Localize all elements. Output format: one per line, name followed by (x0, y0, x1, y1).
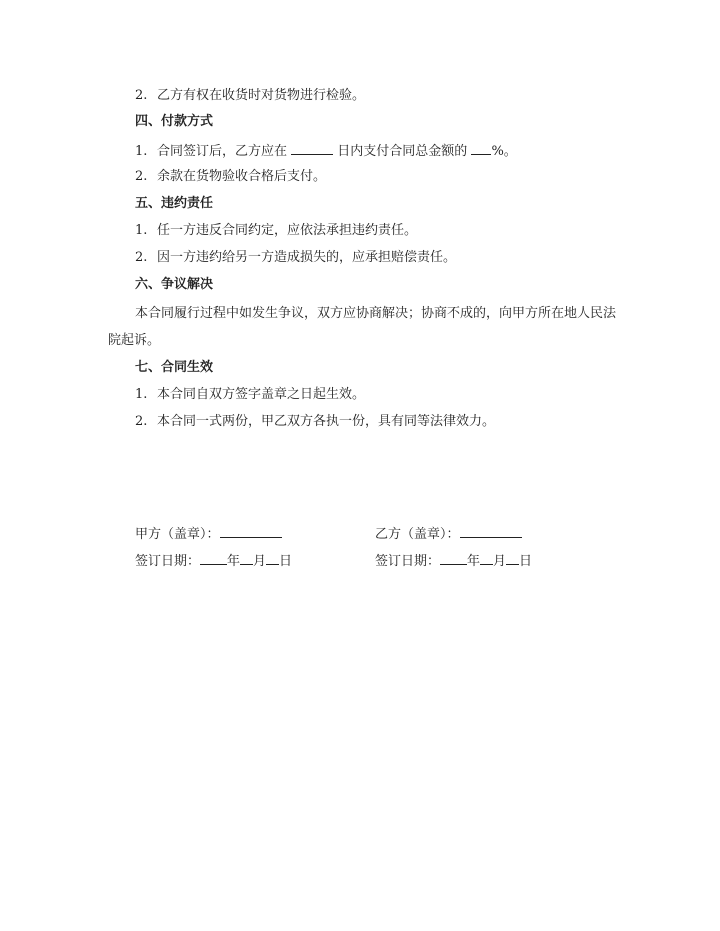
item-number: 1. (135, 223, 148, 238)
percent-blank (471, 142, 491, 155)
item-text-mid: 日内支付合同总金额的 (337, 144, 468, 159)
party-a-blank (220, 525, 282, 538)
party-b-date (375, 552, 532, 570)
item-text: 因一方违约给另一方造成损失的，应承担赔偿责任。 (157, 250, 457, 265)
month-blank (240, 552, 253, 565)
day-blank (266, 552, 279, 565)
party-b-label: 乙方（盖章）： (375, 527, 460, 542)
party-b-blank (460, 525, 522, 538)
clause-3-item-2 (135, 88, 365, 104)
item-text: 任一方违反合同约定，应依法承担违约责任。 (157, 223, 418, 238)
clause-4-item-1 (135, 142, 517, 160)
year-blank (200, 552, 227, 565)
clause-5-item-1 (135, 223, 417, 239)
clause-5-item-2 (135, 250, 456, 266)
month-label: 月 (493, 554, 507, 569)
month-label: 月 (253, 554, 267, 569)
section-heading-dispute: 六、争议解决 (135, 277, 214, 292)
dispute-paragraph: 本合同履行过程中如发生争议，双方应协商解决；协商不成的，向甲方所在地人民法院起诉。 (108, 306, 617, 348)
party-a-label: 甲方（盖章）： (135, 527, 220, 542)
day-label: 日 (279, 554, 293, 569)
year-label: 年 (227, 554, 241, 569)
date-label: 签订日期： (135, 554, 201, 569)
year-blank (440, 552, 467, 565)
day-blank (506, 552, 519, 565)
item-text: 乙方有权在收货时对货物进行检验。 (157, 88, 366, 103)
section-heading-breach: 五、违约责任 (135, 196, 214, 211)
item-number: 2. (135, 414, 148, 429)
party-a-date (135, 552, 292, 570)
clause-4-item-2 (135, 169, 326, 185)
item-text-post: %。 (491, 144, 517, 159)
item-text-pre: 合同签订后，乙方应在 (157, 144, 288, 159)
section-heading-payment: 四、付款方式 (135, 114, 214, 129)
clause-7-item-2 (135, 414, 495, 430)
item-number: 2. (135, 169, 148, 184)
date-label: 签订日期： (375, 554, 441, 569)
item-text: 本合同一式两份，甲乙双方各执一份，具有同等法律效力。 (157, 414, 496, 429)
item-number: 1. (135, 387, 148, 402)
days-blank (291, 142, 333, 155)
day-label: 日 (519, 554, 533, 569)
party-a-seal (135, 525, 282, 543)
clause-7-item-1 (135, 387, 365, 403)
month-blank (480, 552, 493, 565)
item-text: 本合同自双方签字盖章之日起生效。 (157, 387, 366, 402)
item-text: 余款在货物验收合格后支付。 (157, 169, 327, 184)
section-heading-effect: 七、合同生效 (135, 360, 214, 375)
item-number: 2. (135, 88, 148, 103)
year-label: 年 (467, 554, 481, 569)
item-number: 2. (135, 250, 148, 265)
party-b-seal (375, 525, 522, 543)
item-number: 1. (135, 144, 148, 159)
